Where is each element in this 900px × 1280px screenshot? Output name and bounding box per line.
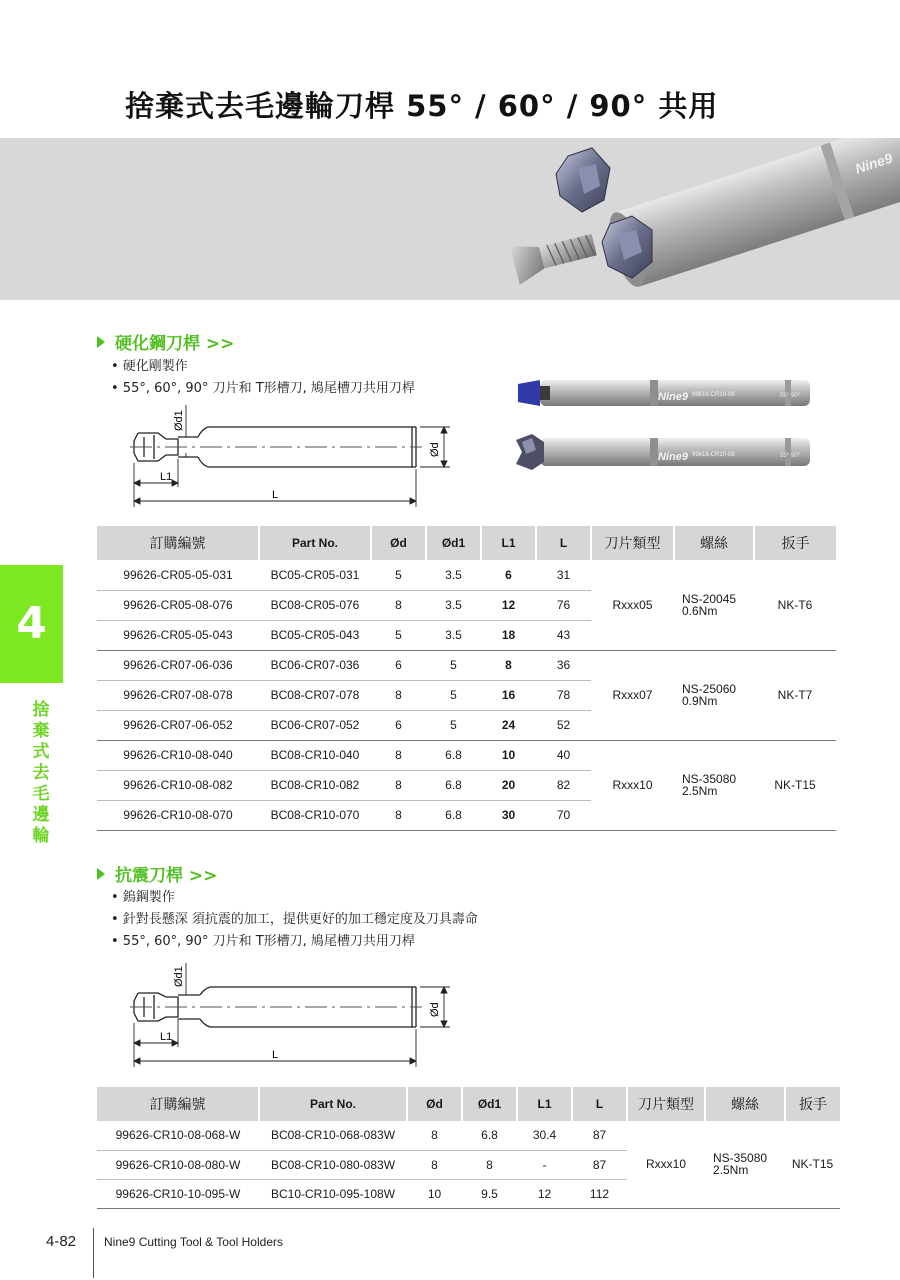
footer-text: Nine9 Cutting Tool & Tool Holders [104, 1235, 283, 1249]
section1-product-photo [510, 370, 820, 485]
dim-label-d: Ød [429, 442, 441, 457]
cell-l1: 18 [481, 620, 536, 650]
cell-d: 8 [371, 800, 426, 830]
col-header: Ød [407, 1087, 462, 1121]
cell-order-no: 99626-CR10-08-082 [97, 770, 259, 800]
footer-page-number: 4-82 [46, 1233, 77, 1250]
col-header: Part No. [259, 526, 371, 560]
cell-l1: 30 [481, 800, 536, 830]
cell-l: 40 [536, 740, 591, 770]
dim-label-l: L [272, 1049, 279, 1061]
cell-d1: 6.8 [426, 770, 481, 800]
cell-l1: - [517, 1150, 572, 1179]
dim-label-l1: L1 [160, 1031, 173, 1043]
cell-l1: 12 [517, 1179, 572, 1208]
cell-order-no: 99626-CR10-08-080-W [97, 1150, 259, 1179]
cell-d1: 5 [426, 710, 481, 740]
section1-dimension-drawing [120, 395, 460, 510]
section1-spec-table [97, 526, 836, 831]
cell-d: 5 [371, 560, 426, 590]
section1-bullets [111, 356, 415, 400]
table-header-row [97, 1087, 840, 1121]
col-header: L [536, 526, 591, 560]
bullet-item: • 鎢鋼製作 [111, 890, 175, 905]
table-row [97, 650, 836, 680]
col-header: 刀片類型 [627, 1087, 705, 1121]
photo-part-2: 99616-CR10-08 [692, 452, 735, 458]
cell-wrench: NK-T15 [754, 740, 836, 830]
photo-brand-2: Nine9 [658, 451, 688, 463]
col-header: Ød1 [426, 526, 481, 560]
cell-wrench: NK-T7 [754, 650, 836, 740]
cell-d1: 6.8 [426, 800, 481, 830]
col-header: 訂購編號 [97, 526, 259, 560]
table-row [97, 1121, 840, 1150]
cell-screw: NS-35080 2.5Nm [674, 740, 754, 830]
cell-part-no: BC08-CR10-040 [259, 740, 371, 770]
photo-size-2: 55°·90° [780, 453, 801, 459]
col-header: 螺絲 [674, 526, 754, 560]
cell-d: 8 [371, 680, 426, 710]
cell-d: 8 [371, 770, 426, 800]
cell-part-no: BC08-CR10-068-083W [259, 1121, 407, 1150]
cell-part-no: BC10-CR10-095-108W [259, 1179, 407, 1208]
footer-divider [93, 1228, 94, 1278]
table-row [97, 560, 836, 590]
cell-l1: 24 [481, 710, 536, 740]
cell-d: 8 [407, 1150, 462, 1179]
cell-l: 52 [536, 710, 591, 740]
dim-label-d1: Ød1 [173, 410, 185, 431]
triangle-bullet-icon [97, 336, 105, 348]
photo-part-1: 99616-CR10-08 [692, 392, 735, 398]
chapter-label: 捨棄式去毛邊輪 [32, 700, 50, 846]
cell-d1: 9.5 [462, 1179, 517, 1208]
cell-l1: 10 [481, 740, 536, 770]
cell-l1: 12 [481, 590, 536, 620]
product-banner [0, 138, 900, 300]
cell-part-no: BC08-CR10-082 [259, 770, 371, 800]
cell-l1: 6 [481, 560, 536, 590]
cell-d1: 3.5 [426, 620, 481, 650]
col-header: L1 [481, 526, 536, 560]
col-header: Part No. [259, 1087, 407, 1121]
col-header: 螺絲 [705, 1087, 785, 1121]
cell-part-no: BC08-CR07-078 [259, 680, 371, 710]
dim-label-d1: Ød1 [173, 966, 185, 987]
table-row [97, 740, 836, 770]
cell-l: 31 [536, 560, 591, 590]
chapter-number-tab: 4 [0, 565, 63, 683]
dim-label-l1: L1 [160, 471, 173, 483]
cell-d1: 8 [462, 1150, 517, 1179]
banner-brand: Nine9 [853, 149, 895, 177]
bullet-item: • 針對長懸深 須抗震的加工，提供更好的加工穩定度及刀具壽命 [111, 912, 478, 927]
section2-bullets [111, 887, 478, 953]
section2-spec-table [97, 1087, 840, 1209]
cell-d: 5 [371, 620, 426, 650]
cell-insert-type: Rxxx07 [591, 650, 674, 740]
cell-part-no: BC05-CR05-043 [259, 620, 371, 650]
cell-l: 76 [536, 590, 591, 620]
cell-order-no: 99626-CR07-08-078 [97, 680, 259, 710]
cell-part-no: BC06-CR07-036 [259, 650, 371, 680]
cell-l: 87 [572, 1121, 627, 1150]
banner-illustration [0, 138, 900, 300]
cell-d: 8 [407, 1121, 462, 1150]
col-header: 扳手 [754, 526, 836, 560]
col-header: 刀片類型 [591, 526, 674, 560]
cell-wrench: NK-T6 [754, 560, 836, 650]
col-header: 訂購編號 [97, 1087, 259, 1121]
cell-part-no: BC06-CR07-052 [259, 710, 371, 740]
dim-label-l: L [272, 489, 279, 501]
cell-l: 87 [572, 1150, 627, 1179]
cell-d1: 6.8 [462, 1121, 517, 1150]
cell-order-no: 99626-CR07-06-052 [97, 710, 259, 740]
page-title: 捨棄式去毛邊輪刀桿 55° / 60° / 90° 共用 [125, 89, 719, 123]
dim-label-d: Ød [429, 1002, 441, 1017]
cell-order-no: 99626-CR05-05-043 [97, 620, 259, 650]
cell-part-no: BC08-CR10-080-083W [259, 1150, 407, 1179]
cell-order-no: 99626-CR10-08-070 [97, 800, 259, 830]
section2-title: 抗震刀桿 >> [97, 861, 217, 886]
cell-order-no: 99626-CR10-08-068-W [97, 1121, 259, 1150]
cell-screw: NS-20045 0.6Nm [674, 560, 754, 650]
cell-part-no: BC08-CR10-070 [259, 800, 371, 830]
cell-insert-type: Rxxx10 [591, 740, 674, 830]
cell-l: 78 [536, 680, 591, 710]
table-header-row [97, 526, 836, 560]
col-header: L1 [517, 1087, 572, 1121]
cell-d1: 3.5 [426, 590, 481, 620]
cell-screw: NS-25060 0.9Nm [674, 650, 754, 740]
bullet-item: • 硬化剛製作 [111, 359, 188, 374]
cell-l: 70 [536, 800, 591, 830]
photo-size-1: 55°·90° [780, 393, 801, 399]
cell-l: 112 [572, 1179, 627, 1208]
triangle-bullet-icon [97, 868, 105, 880]
section1-title: 硬化鋼刀桿 >> [97, 329, 234, 354]
cell-order-no: 99626-CR10-10-095-W [97, 1179, 259, 1208]
cell-screw: NS-35080 2.5Nm [705, 1121, 785, 1208]
cell-d: 10 [407, 1179, 462, 1208]
cell-l1: 8 [481, 650, 536, 680]
cell-l1: 16 [481, 680, 536, 710]
bullet-item: • 55°, 60°, 90° 刀片和 T形槽刀, 鳩尾槽刀共用刀桿 [111, 934, 415, 949]
cell-order-no: 99626-CR10-08-040 [97, 740, 259, 770]
cell-d1: 5 [426, 650, 481, 680]
section2-dimension-drawing [120, 955, 460, 1070]
cell-l: 82 [536, 770, 591, 800]
cell-d1: 5 [426, 680, 481, 710]
cell-d1: 3.5 [426, 560, 481, 590]
cell-d: 6 [371, 710, 426, 740]
col-header: 扳手 [785, 1087, 840, 1121]
cell-order-no: 99626-CR05-08-076 [97, 590, 259, 620]
photo-brand-1: Nine9 [658, 391, 688, 403]
cell-d: 8 [371, 590, 426, 620]
col-header: Ød [371, 526, 426, 560]
cell-d: 6 [371, 650, 426, 680]
cell-l1: 30.4 [517, 1121, 572, 1150]
cell-order-no: 99626-CR05-05-031 [97, 560, 259, 590]
cell-order-no: 99626-CR07-06-036 [97, 650, 259, 680]
cell-part-no: BC08-CR05-076 [259, 590, 371, 620]
cell-insert-type: Rxxx05 [591, 560, 674, 650]
cell-d1: 6.8 [426, 740, 481, 770]
col-header: L [572, 1087, 627, 1121]
cell-d: 8 [371, 740, 426, 770]
cell-wrench: NK-T15 [785, 1121, 840, 1208]
cell-part-no: BC05-CR05-031 [259, 560, 371, 590]
cell-l: 43 [536, 620, 591, 650]
cell-insert-type: Rxxx10 [627, 1121, 705, 1208]
cell-l1: 20 [481, 770, 536, 800]
col-header: Ød1 [462, 1087, 517, 1121]
cell-l: 36 [536, 650, 591, 680]
bullet-item: • 55°, 60°, 90° 刀片和 T形槽刀, 鳩尾槽刀共用刀桿 [111, 381, 415, 396]
